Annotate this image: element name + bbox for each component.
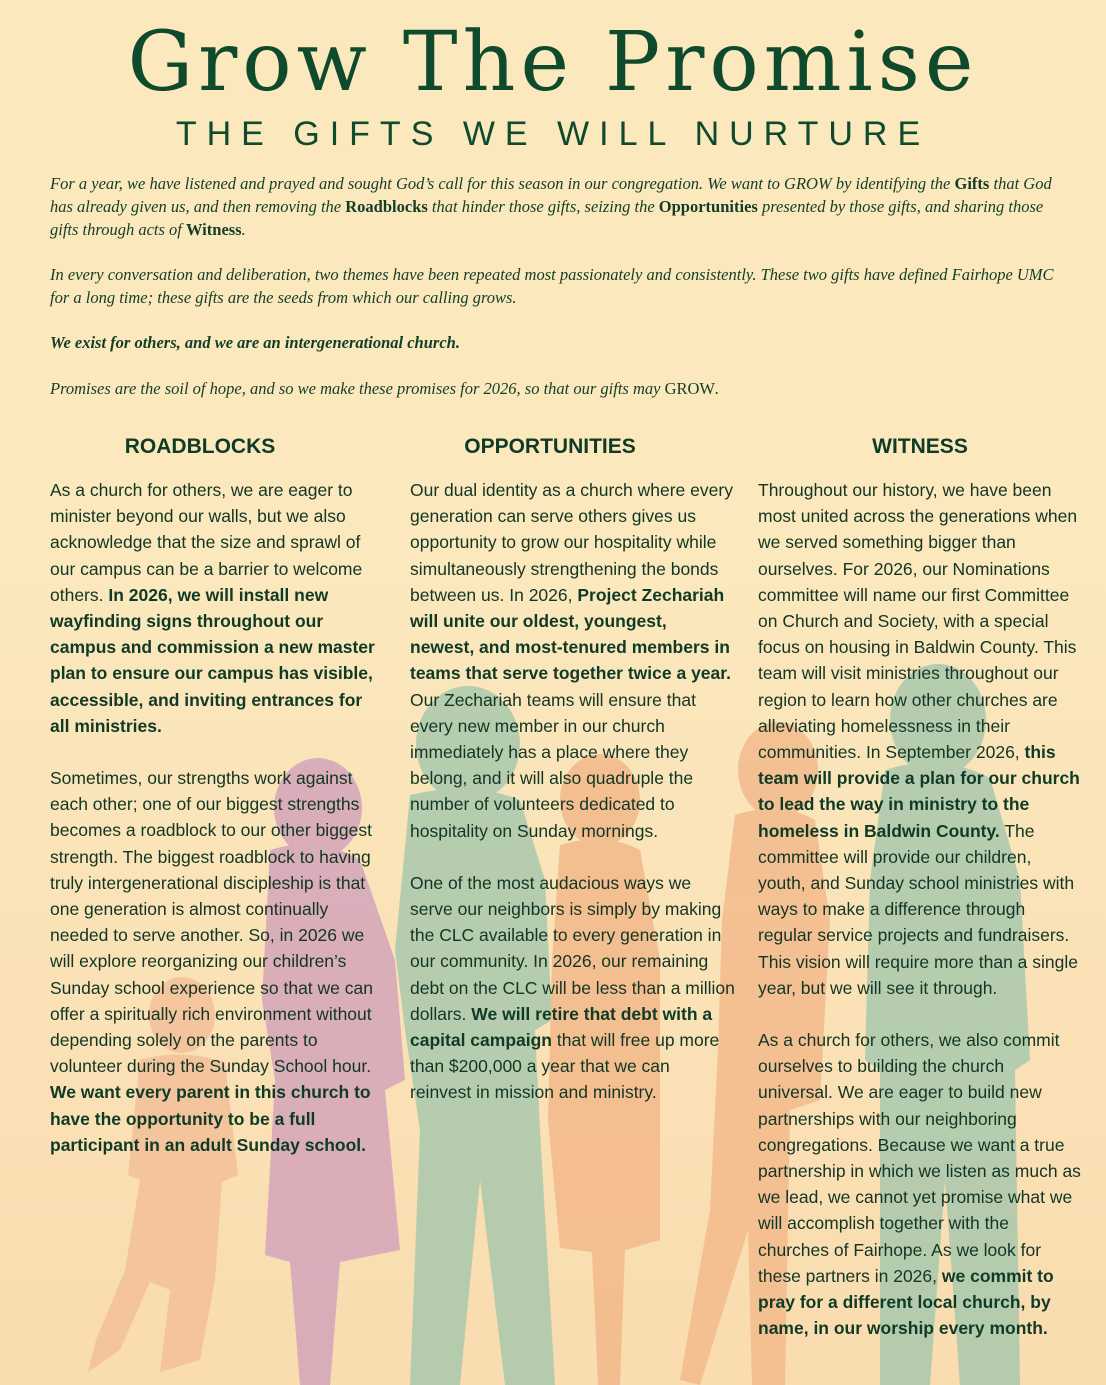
- intro-paragraph-2: In every conversation and deliberation, two themes have been repeated most passionately and consistently. These two gifts have defined Fairhope UMC for a long time; these gifts are the seeds from which our calling grows.: [50, 265, 1054, 307]
- roadblocks-paragraph-1: [50, 477, 380, 739]
- body-text: Sometimes, our strengths work against each other; one of our biggest strengths becomes a roadblock to our other biggest strength. The biggest roadblock to having truly intergenerational discipleship is that one generation is almost continually needed to serve another. So, in 2026 we will explore reorganizing our children’s Sunday school experience so that we can offer a spiritually rich environment without depending solely on the parents to volunteer during the Sunday School hour.: [50, 768, 373, 1077]
- promise-text: we commit to pray for a different local church, by name, in our worship every month.: [758, 1265, 1054, 1339]
- intro-statement: We exist for others, and we are an intergenerational church.: [50, 333, 460, 352]
- intro-paragraph-1: [50, 172, 1060, 241]
- body-text: Throughout our history, we have been most united across the generations when we served something bigger than ourselves. For 2026, our Nominations committee will name our first Committee on Church and Society, with a special focus on housing in Baldwin County. This team will visit ministries throughout our region to learn how other churches are alleviating homelessness in their communities. In September 2026,: [758, 480, 1078, 763]
- intro-text: that hinder those gifts, seizing the: [427, 197, 659, 216]
- intro-bold-witness: Witness: [185, 220, 242, 239]
- intro-bold-opportunities: Opportunities: [658, 197, 758, 216]
- witness-heading: WITNESS: [872, 435, 968, 458]
- opportunities-column: [410, 477, 735, 1132]
- intro-bold-roadblocks: Roadblocks: [345, 197, 428, 216]
- intro-bold-gifts: Gifts: [954, 174, 990, 193]
- body-text: Our dual identity as a church where every generation can serve others gives us opportunity to grow our hospitality while simultaneously strengthening the bonds between us. In 2026,: [410, 480, 733, 605]
- body-text: The committee will provide our children, youth, and Sunday school ministries with ways to make a difference through regular service projects and fundraisers. This vision will require more than a single year, but we will see it through.: [758, 820, 1078, 998]
- roadblocks-heading: ROADBLOCKS: [124, 435, 276, 458]
- promise-text: this team will provide a plan for our church to lead the way in ministry to the homeless in Baldwin County.: [758, 742, 1080, 841]
- intro-paragraph-4: [50, 377, 1060, 400]
- opportunities-paragraph-2: [410, 870, 735, 1106]
- body-text: As a church for others, we are eager to minister beyond our walls, but we also acknowledge that the size and sprawl of our campus can be a barrier to welcome others.: [50, 480, 363, 605]
- intro-text: .: [241, 220, 246, 239]
- witness-column: [758, 477, 1083, 1368]
- intro-text: .: [715, 379, 720, 398]
- page-subtitle: THE GIFTS WE WILL NURTURE: [175, 115, 931, 153]
- body-text: As a church for others, we also commit ourselves to building the church universal. We are eager to build new partnerships with our neighboring congregations. Because we want a true partnership in which we listen as much as we lead, we cannot yet promise what we will accomplish together with the churches of Fairhope. As we look for these partners in 2026,: [758, 1030, 1081, 1286]
- promise-text: We will retire that debt with a capital campaign: [410, 1003, 713, 1051]
- promise-text: We want every parent in this church to have the opportunity to be a full participant in an adult Sunday school.: [50, 1082, 371, 1155]
- body-text: that will free up more than $200,000 a year that we can reinvest in mission and ministry.: [410, 1030, 720, 1103]
- intro-text: Promises are the soil of hope, and so we make these promises for 2026, so that our gifts may: [50, 379, 665, 398]
- intro-text: For a year, we have listened and prayed and sought God’s call for this season in our congregation. We want to GROW by identifying the: [50, 174, 955, 193]
- opportunities-paragraph-1: [410, 477, 735, 844]
- promise-text: In 2026, we will install new wayfinding signs throughout our campus and commission a new master plan to ensure our campus has visible, accessible, and inviting entrances for all ministries.: [50, 584, 375, 736]
- witness-paragraph-2: [758, 1027, 1083, 1341]
- intro-text: that God has already given us, and then removing the: [50, 174, 1052, 216]
- body-text: Our Zechariah teams will ensure that every new member in our church immediately has a place where they belong, and it will also quadruple the number of volunteers dedicated to hospitality on Sunday mornings.: [410, 689, 696, 841]
- intro-grow-word: GROW: [664, 379, 716, 398]
- intro-text: presented by those gifts, and sharing those gifts through acts of: [50, 197, 1044, 239]
- witness-paragraph-1: [758, 477, 1083, 1001]
- promise-text: Project Zechariah will unite our oldest, youngest, newest, and most-tenured members in teams that serve together twice a year.: [410, 584, 731, 684]
- body-text: One of the most audacious ways we serve our neighbors is simply by making the CLC available to every generation in our community. In 2026, our remaining debt on the CLC will be less than a million dollars.: [410, 872, 735, 1024]
- page-title: Grow The Promise: [127, 15, 979, 110]
- roadblocks-column: [50, 477, 380, 1184]
- roadblocks-paragraph-2: [50, 765, 380, 1158]
- opportunities-heading: OPPORTUNITIES: [464, 435, 636, 458]
